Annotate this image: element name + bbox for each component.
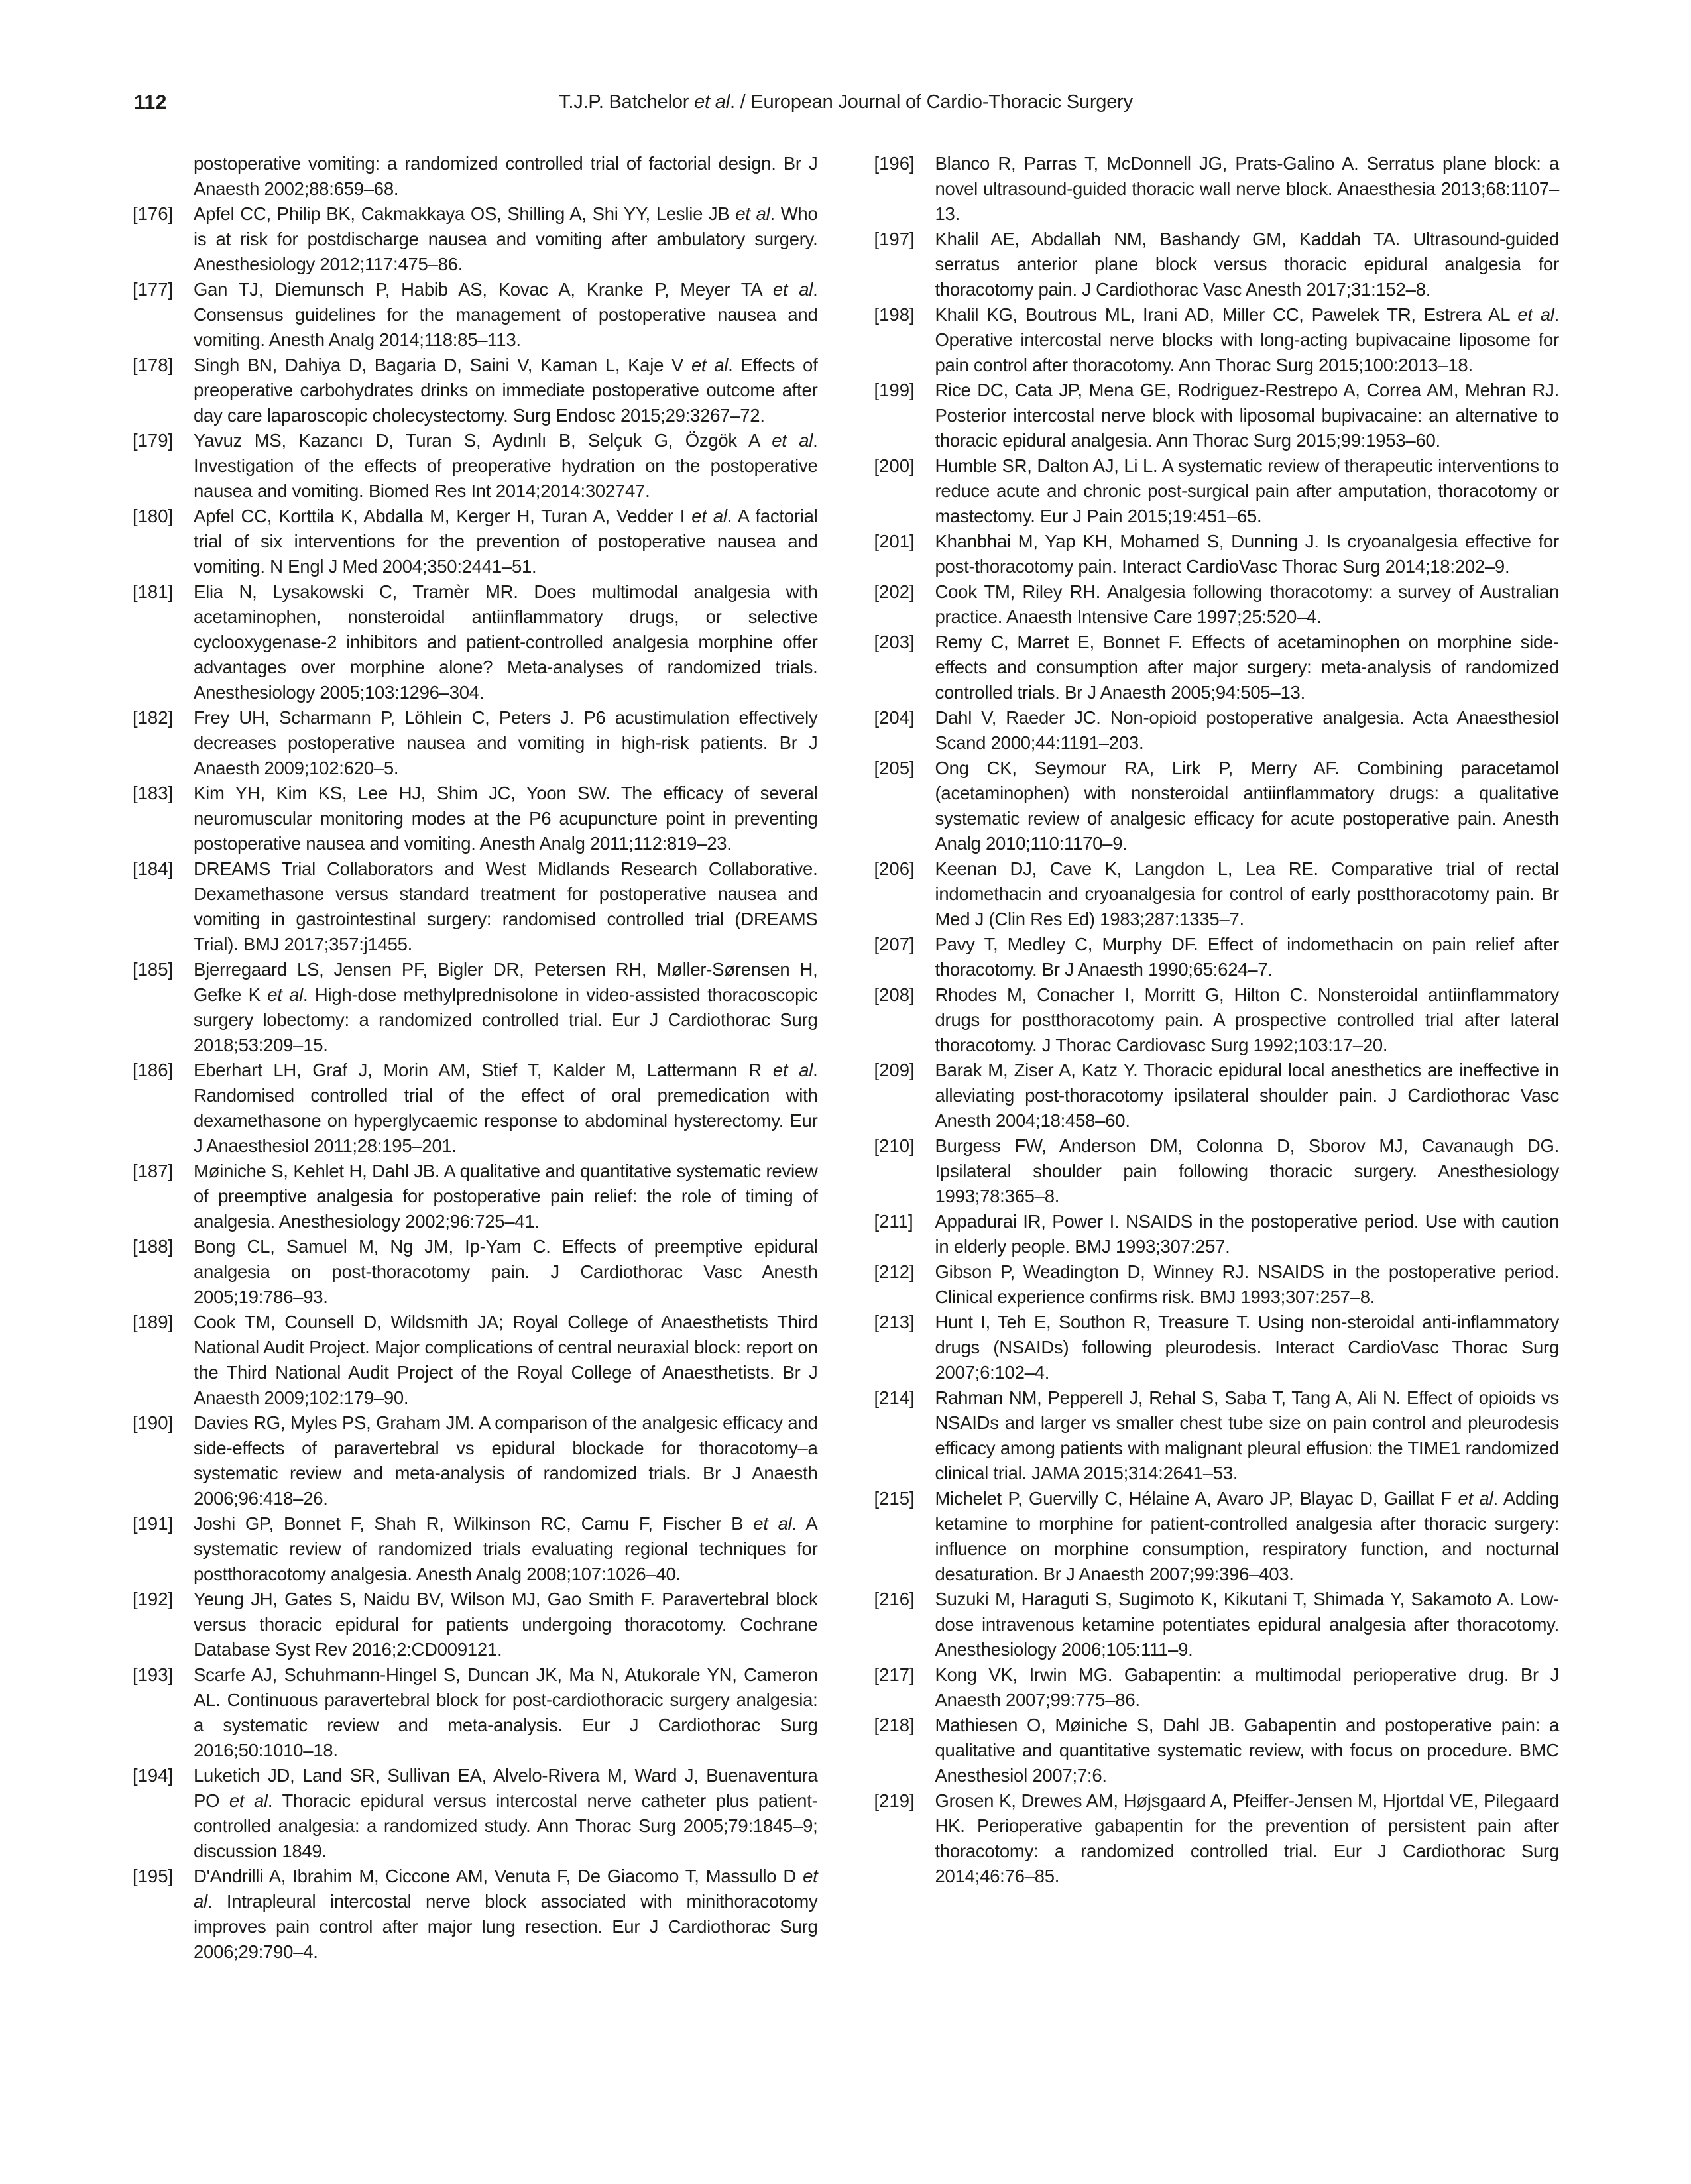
reference-text: Yeung JH, Gates S, Naidu BV, Wilson MJ, Gao Smith F. Paravertebral block versus thoracic epidural for patients undergoing thoracotomy. Cochrane Database Syst Rev 2016;2:CD009121. (194, 1589, 818, 1660)
reference-entry (874, 756, 1560, 856)
reference-entry (133, 579, 818, 705)
reference-text: Luketich JD, Land SR, Sullivan EA, Alvelo-Rivera M, Ward J, Buenaventura PO et al. Thoracic epidural versus intercostal nerve catheter plus patient-controlled analgesia: a randomized study. Ann Thorac Surg 2005;79:1845–9; discussion 1849. (194, 1765, 818, 1861)
reference-text: Hunt I, Teh E, Southon R, Treasure T. Using non-steroidal anti-inflammatory drugs (NSAIDs) following pleurodesis. Interact CardioVasc Thorac Surg 2007;6:102–4. (935, 1312, 1559, 1383)
reference-entry (133, 1234, 818, 1310)
reference-number: [200] (874, 455, 915, 476)
reference-number: [193] (133, 1664, 174, 1685)
reference-text: Gibson P, Weadington D, Winney RJ. NSAIDS in the postoperative period. Clinical experience confirms risk. BMJ 1993;307:257–8. (935, 1261, 1559, 1307)
reference-entry (133, 277, 818, 353)
reference-entry (874, 302, 1560, 378)
reference-number: [202] (874, 581, 915, 602)
reference-text: Frey UH, Scharmann P, Löhlein C, Peters J. P6 acustimulation effectively decreases postoperative nausea and vomiting in high-risk patients. Br J Anaesth 2009;102:620–5. (194, 707, 818, 778)
reference-number: [177] (133, 279, 174, 300)
reference-text: Pavy T, Medley C, Murphy DF. Effect of indomethacin on pain relief after thoracotomy. Br J Anaesth 1990;65:624–7. (935, 934, 1559, 980)
reference-number: [178] (133, 355, 174, 375)
reference-text: Apfel CC, Korttila K, Abdalla M, Kerger H, Turan A, Vedder I et al. A factorial trial of six interventions for the prevention of postoperative nausea and vomiting. N Engl J Med 2004;350:2441–51. (194, 506, 818, 577)
reference-text: postoperative vomiting: a randomized controlled trial of factorial design. Br J Anaesth 2002;88:659–68. (194, 153, 818, 199)
reference-number: [195] (133, 1866, 174, 1886)
reference-text: Appadurai IR, Power I. NSAIDS in the postoperative period. Use with caution in elderly people. BMJ 1993;307:257. (935, 1211, 1559, 1257)
reference-number: [205] (874, 758, 915, 778)
reference-entry (874, 1058, 1560, 1133)
reference-entry (874, 1662, 1560, 1713)
reference-text: Cook TM, Riley RH. Analgesia following thoracotomy: a survey of Australian practice. Anaesth Intensive Care 1997;25:520–4. (935, 581, 1559, 627)
reference-text: Yavuz MS, Kazancı D, Turan S, Aydınlı B, Selçuk G, Özgök A et al. Investigation of the effects of preoperative hydration on the postoperative nausea and vomiting. Biomed Res Int 2014;2014:302747. (194, 430, 818, 501)
reference-entry (874, 1713, 1560, 1788)
reference-entry (133, 957, 818, 1058)
reference-entry (874, 1587, 1560, 1662)
reference-entry (874, 1209, 1560, 1259)
reference-entry (133, 1159, 818, 1234)
reference-number: [183] (133, 783, 174, 803)
reference-number: [210] (874, 1135, 915, 1156)
references-left-column (133, 151, 818, 1965)
reference-entry (874, 982, 1560, 1058)
reference-entry (133, 1511, 818, 1587)
reference-entry (874, 630, 1560, 705)
reference-number: [204] (874, 707, 915, 728)
reference-entry (874, 1133, 1560, 1209)
reference-text: Khanbhai M, Yap KH, Mohamed S, Dunning J. Is cryoanalgesia effective for post-thoracotomy pain. Interact CardioVasc Thorac Surg 2014;18:202–9. (935, 531, 1559, 577)
reference-entry (874, 529, 1560, 579)
reference-entry (133, 1662, 818, 1763)
reference-text: Rahman NM, Pepperell J, Rehal S, Saba T, Tang A, Ali N. Effect of opioids vs NSAIDs and larger vs smaller chest tube size on pain control and pleurodesis efficacy among patients with malignant pleural effusion: the TIME1 randomized clinical trial. JAMA 2015;314:2641–53. (935, 1387, 1559, 1483)
reference-text: DREAMS Trial Collaborators and West Midlands Research Collaborative. Dexamethasone versus standard treatment for postoperative nausea and vomiting in gastrointestinal surgery: randomised controlled trial (DREAMS Trial). BMJ 2017;357:j1455. (194, 858, 818, 954)
reference-text: Kim YH, Kim KS, Lee HJ, Shim JC, Yoon SW. The efficacy of several neuromuscular monitoring modes at the P6 acupuncture point in preventing postoperative nausea and vomiting. Anesth Analg 2011;112:819–23. (194, 783, 818, 854)
reference-number: [203] (874, 632, 915, 652)
reference-entry (874, 227, 1560, 302)
reference-number: [209] (874, 1060, 915, 1080)
reference-text: Davies RG, Myles PS, Graham JM. A comparison of the analgesic efficacy and side-effects of paravertebral vs epidural blockade for thoracotomy–a systematic review and meta-analysis of randomized trials. Br J Anaesth 2006;96:418–26. (194, 1412, 818, 1509)
reference-entry (133, 1058, 818, 1159)
reference-entry (874, 579, 1560, 630)
reference-number: [179] (133, 430, 174, 451)
reference-number: [194] (133, 1765, 174, 1786)
reference-entry (874, 1259, 1560, 1310)
reference-text: Blanco R, Parras T, McDonnell JG, Prats-Galino A. Serratus plane block: a novel ultrasound-guided thoracic wall nerve block. Anaesthesia 2013;68:1107–13. (935, 153, 1559, 224)
reference-text: Rhodes M, Conacher I, Morritt G, Hilton C. Nonsteroidal antiinflammatory drugs for postthoracotomy pain. A prospective controlled trial after lateral thoracotomy. J Thorac Cardiovasc Surg 1992;103:17–20. (935, 984, 1559, 1055)
reference-text: Elia N, Lysakowski C, Tramèr MR. Does multimodal analgesia with acetaminophen, nonsteroidal antiinflammatory drugs, or selective cyclooxygenase-2 inhibitors and patient-controlled analgesia morphine offer advantages over morphine alone? Meta-analyses of randomized trials. Anesthesiology 2005;103:1296–304. (194, 581, 818, 703)
reference-text: Rice DC, Cata JP, Mena GE, Rodriguez-Restrepo A, Correa AM, Mehran RJ. Posterior intercostal nerve block with liposomal bupivacaine: an alternative to thoracic epidural analgesia. Ann Thorac Surg 2015;99:1953–60. (935, 380, 1559, 451)
reference-text: Keenan DJ, Cave K, Langdon L, Lea RE. Comparative trial of rectal indomethacin and cryoanalgesia for control of early postthoracotomy pain. Br Med J (Clin Res Ed) 1983;287:1335–7. (935, 858, 1559, 929)
reference-entry (874, 705, 1560, 756)
reference-entry (133, 1310, 818, 1410)
reference-text: Bjerregaard LS, Jensen PF, Bigler DR, Petersen RH, Møller-Sørensen H, Gefke K et al. High-dose methylprednisolone in video-assisted thoracoscopic surgery lobectomy: a randomized controlled trial. Eur J Cardiothorac Surg 2018;53:209–15. (194, 959, 818, 1055)
reference-text: Barak M, Ziser A, Katz Y. Thoracic epidural local anesthetics are ineffective in alleviating post-thoracotomy ipsilateral shoulder pain. J Cardiothorac Vasc Anesth 2004;18:458–60. (935, 1060, 1559, 1131)
reference-entry (133, 856, 818, 957)
reference-text: Grosen K, Drewes AM, Højsgaard A, Pfeiffer-Jensen M, Hjortdal VE, Pilegaard HK. Perioperative gabapentin for the prevention of persistent pain after thoracotomy: a randomized controlled trial. Eur J Cardiothorac Surg 2014;46:76–85. (935, 1790, 1559, 1886)
reference-text: Suzuki M, Haraguti S, Sugimoto K, Kikutani T, Shimada Y, Sakamoto A. Low-dose intravenous ketamine potentiates epidural analgesia after thoracotomy. Anesthesiology 2006;105:111–9. (935, 1589, 1559, 1660)
running-head: T.J.P. Batchelor et al. / European Journal of Cardio-Thoracic Surgery (559, 91, 1133, 113)
reference-number: [191] (133, 1513, 174, 1534)
reference-number: [208] (874, 984, 915, 1005)
reference-number: [217] (874, 1664, 915, 1685)
reference-number: [190] (133, 1412, 174, 1433)
reference-text: Khalil KG, Boutrous ML, Irani AD, Miller CC, Pawelek TR, Estrera AL et al. Operative intercostal nerve blocks with long-acting bupivacaine liposome for pain control after thoracotomy. Ann Thorac Surg 2015;100:2013–18. (935, 304, 1560, 375)
reference-entry (874, 151, 1560, 227)
reference-entry (133, 1587, 818, 1662)
reference-number: [189] (133, 1312, 174, 1332)
reference-number: [206] (874, 858, 915, 879)
reference-number: [182] (133, 707, 174, 728)
reference-number: [192] (133, 1589, 174, 1609)
reference-number: [188] (133, 1236, 174, 1257)
reference-number: [214] (874, 1387, 915, 1408)
reference-entry (133, 201, 818, 277)
page-number: 112 (134, 91, 167, 113)
reference-number: [218] (874, 1715, 915, 1735)
reference-number: [201] (874, 531, 915, 551)
reference-entry (133, 705, 818, 781)
reference-number: [212] (874, 1261, 915, 1282)
reference-text: Bong CL, Samuel M, Ng JM, Ip-Yam C. Effects of preemptive epidural analgesia on post-thoracotomy pain. J Cardiothorac Vasc Anesth 2005;19:786–93. (194, 1236, 818, 1307)
reference-number: [211] (874, 1211, 913, 1232)
reference-text: Dahl V, Raeder JC. Non-opioid postoperative analgesia. Acta Anaesthesiol Scand 2000;44:1191–203. (935, 707, 1559, 753)
reference-entry (133, 504, 818, 579)
reference-entry (874, 856, 1560, 932)
reference-text: Michelet P, Guervilly C, Hélaine A, Avaro JP, Blayac D, Gaillat F et al. Adding ketamine to morphine for patient-controlled analgesia after thoracic surgery: influence on morphine consumption, respiratory function, and nocturnal desaturation. Br J Anaesth 2007;99:396–403. (935, 1488, 1559, 1584)
reference-entry (133, 1410, 818, 1511)
reference-list (133, 151, 1559, 1965)
reference-text: Burgess FW, Anderson DM, Colonna D, Sborov MJ, Cavanaugh DG. Ipsilateral shoulder pain following thoracic surgery. Anesthesiology 1993;78:365–8. (935, 1135, 1559, 1206)
reference-number: [199] (874, 380, 915, 400)
references-right-column (874, 151, 1560, 1965)
page-header (133, 91, 1559, 121)
reference-number: [219] (874, 1790, 915, 1811)
reference-number: [187] (133, 1161, 174, 1181)
reference-entry (874, 1385, 1560, 1486)
reference-entry (874, 1310, 1560, 1385)
reference-number: [213] (874, 1312, 915, 1332)
reference-text: Singh BN, Dahiya D, Bagaria D, Saini V, Kaman L, Kaje V et al. Effects of preoperative carbohydrates drinks on immediate postoperative outcome after day care laparoscopic cholecystectomy. Surg Endosc 2015;29:3267–72. (194, 355, 818, 426)
reference-text: Cook TM, Counsell D, Wildsmith JA; Royal College of Anaesthetists Third National Audit Project. Major complications of central neuraxial block: report on the Third National Audit Project of the Royal College of Anaesthetists. Br J Anaesth 2009;102:179–90. (194, 1312, 818, 1408)
reference-text: Apfel CC, Philip BK, Cakmakkaya OS, Shilling A, Shi YY, Leslie JB et al. Who is at risk for postdischarge nausea and vomiting after ambulatory surgery. Anesthesiology 2012;117:475–86. (194, 203, 818, 274)
reference-text: D'Andrilli A, Ibrahim M, Ciccone AM, Venuta F, De Giacomo T, Massullo D et al. Intrapleural intercostal nerve block associated with minithoracotomy improves pain control after major lung resection. Eur J Cardiothorac Surg 2006;29:790–4. (194, 1866, 818, 1962)
reference-text: Humble SR, Dalton AJ, Li L. A systematic review of therapeutic interventions to reduce acute and chronic post-surgical pain after amputation, thoracotomy or mastectomy. Eur J Pain 2015;19:451–65. (935, 455, 1559, 526)
reference-number: [197] (874, 229, 915, 249)
reference-entry (133, 353, 818, 428)
reference-number: [180] (133, 506, 174, 526)
reference-entry (874, 1788, 1560, 1889)
reference-text: Gan TJ, Diemunsch P, Habib AS, Kovac A, Kranke P, Meyer TA et al. Consensus guidelines for the management of postoperative nausea and vomiting. Anesth Analg 2014;118:85–113. (194, 279, 818, 350)
reference-text: Remy C, Marret E, Bonnet F. Effects of acetaminophen on morphine side-effects and consumption after major surgery: meta-analysis of randomized controlled trials. Br J Anaesth 2005;94:505–13. (935, 632, 1559, 703)
reference-number: [185] (133, 959, 174, 980)
reference-text: Møiniche S, Kehlet H, Dahl JB. A qualitative and quantitative systematic review of preemptive analgesia for postoperative pain relief: the role of timing of analgesia. Anesthesiology 2002;96:725–41. (194, 1161, 818, 1232)
reference-number: [196] (874, 153, 915, 174)
reference-number: [186] (133, 1060, 174, 1080)
reference-entry (874, 1486, 1560, 1587)
reference-number: [176] (133, 203, 174, 224)
reference-text: Scarfe AJ, Schuhmann-Hingel S, Duncan JK, Ma N, Atukorale YN, Cameron AL. Continuous paravertebral block for post-cardiothoracic surgery analgesia: a systematic review and meta-analysis. Eur J Cardiothorac Surg 2016;50:1010–18. (194, 1664, 818, 1760)
reference-number: [216] (874, 1589, 915, 1609)
reference-number: [184] (133, 858, 174, 879)
reference-entry (133, 1763, 818, 1864)
reference-entry (133, 428, 818, 504)
reference-entry (874, 932, 1560, 982)
reference-number: [207] (874, 934, 915, 954)
reference-text: Kong VK, Irwin MG. Gabapentin: a multimodal perioperative drug. Br J Anaesth 2007;99:775–86. (935, 1664, 1559, 1710)
reference-text: Joshi GP, Bonnet F, Shah R, Wilkinson RC, Camu F, Fischer B et al. A systematic review of randomized trials evaluating regional techniques for postthoracotomy analgesia. Anesth Analg 2008;107:1026–40. (194, 1513, 818, 1584)
reference-number: [198] (874, 304, 915, 325)
reference-text: Khalil AE, Abdallah NM, Bashandy GM, Kaddah TA. Ultrasound-guided serratus anterior plane block versus thoracic epidural analgesia for thoracotomy pain. J Cardiothorac Vasc Anesth 2017;31:152–8. (935, 229, 1559, 300)
reference-text: Ong CK, Seymour RA, Lirk P, Merry AF. Combining paracetamol (acetaminophen) with nonsteroidal antiinflammatory drugs: a qualitative systematic review of analgesic efficacy for acute postoperative pain. Anesth Analg 2010;110:1170–9. (935, 758, 1559, 854)
reference-entry (874, 453, 1560, 529)
reference-entry (133, 1864, 818, 1965)
reference-entry (133, 781, 818, 856)
reference-entry (133, 151, 818, 201)
reference-number: [215] (874, 1488, 915, 1509)
reference-number: [181] (133, 581, 174, 602)
reference-entry (874, 378, 1560, 453)
reference-text: Mathiesen O, Møiniche S, Dahl JB. Gabapentin and postoperative pain: a qualitative and quantitative systematic review, with focus on procedure. BMC Anesthesiol 2007;7:6. (935, 1715, 1559, 1786)
reference-text: Eberhart LH, Graf J, Morin AM, Stief T, Kalder M, Lattermann R et al. Randomised controlled trial of the effect of oral premedication with dexamethasone on hyperglycaemic response to abdominal hysterectomy. Eur J Anaesthesiol 2011;28:195–201. (194, 1060, 818, 1156)
